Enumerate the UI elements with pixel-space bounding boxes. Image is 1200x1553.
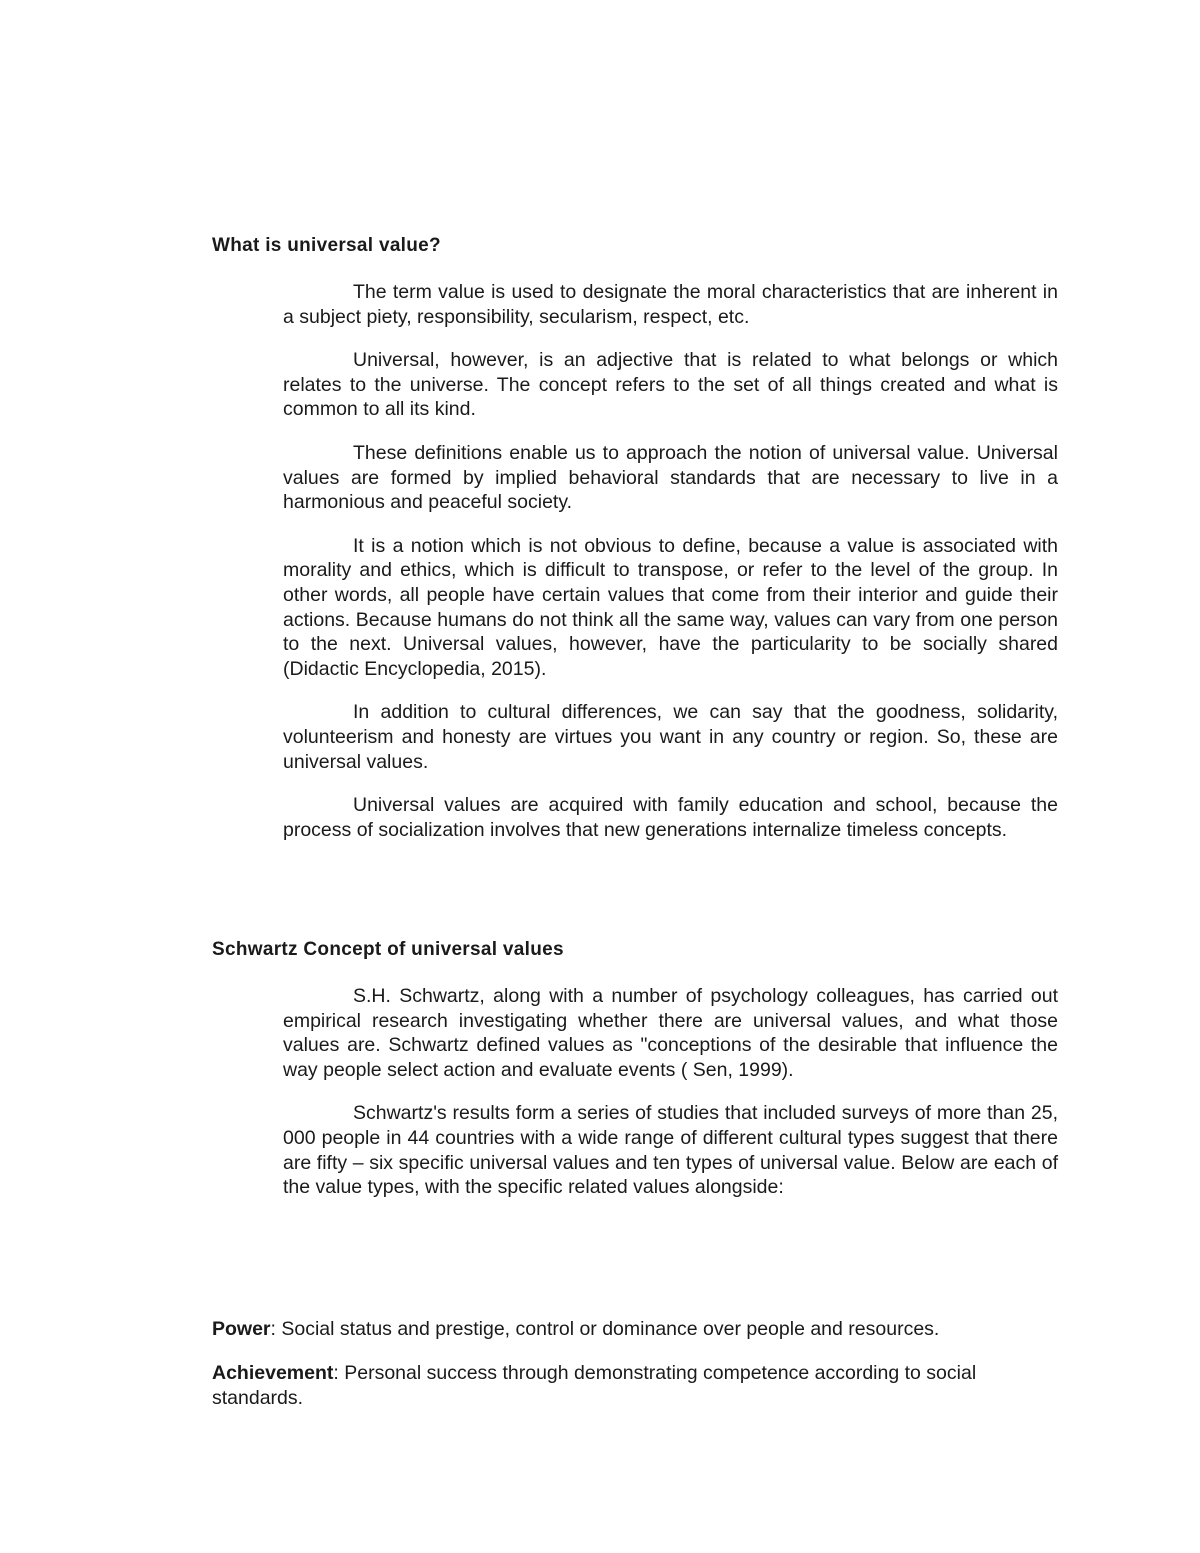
value-type-definition: : Social status and prestige, control or dominance over people and resources. xyxy=(270,1318,940,1340)
heading-universal-value: What is universal value? xyxy=(212,235,441,256)
section-universal-value-body xyxy=(283,280,1058,861)
value-type-definition: : Personal success through demonstrating competence according to social standards. xyxy=(212,1362,977,1409)
value-type-power xyxy=(212,1317,1058,1342)
value-type-achievement xyxy=(212,1361,1058,1410)
paragraph-universal-adjective: Universal, however, is an adjective that is related to what belongs or which relates to the universe. The concept refers to the set of all things created and what is common to all its kind. xyxy=(283,349,1058,421)
section-schwartz-body xyxy=(283,984,1058,1219)
paragraph-term-value: The term value is used to designate the moral characteristics that are inherent in a subject piety, responsibility, secularism, respect, etc. xyxy=(283,281,1058,328)
value-type-term: Power xyxy=(212,1318,271,1340)
heading-schwartz-concept: Schwartz Concept of universal values xyxy=(212,939,564,960)
value-type-term: Achievement xyxy=(212,1362,334,1384)
paragraph-cultural-differences: In addition to cultural differences, we can say that the goodness, solidarity, volunteerism and honesty are virtues you want in any country or region. So, these are universal values. xyxy=(283,701,1058,773)
paragraph-acquired-values: Universal values are acquired with family education and school, because the process of socialization involves that new generations internalize timeless concepts. xyxy=(283,794,1058,841)
paragraph-definitions: These definitions enable us to approach the notion of universal value. Universal values are formed by implied behavioral standards that are necessary to live in a harmonious and peaceful society. xyxy=(283,441,1058,514)
paragraph-schwartz-results: Schwartz's results form a series of studies that included surveys of more than 25, 000 people in 44 countries with a wide range of different cultural types suggest that there are fifty – six specific universal values and ten types of universal value. Below are each of the value types, with the specific related values alongside: xyxy=(283,1102,1058,1199)
paragraph-notion: It is a notion which is not obvious to define, because a value is associated with morality and ethics, which is difficult to transpose, or refer to the level of the group. In other words, all people have certain values that come from their interior and guide their actions. Because humans do not think all the same way, values can vary from one person to the next. Universal values, however, have the particularity to be socially shared (Didactic Encyclopedia, 2015). xyxy=(283,534,1058,680)
paragraph-schwartz-research: S.H. Schwartz, along with a number of psychology colleagues, has carried out empirical research investigating whether there are universal values, and what those values are. Schwartz defined values as "conceptions of the desirable that influence the way people select action and evaluate events ( Sen, 1999). xyxy=(283,985,1058,1081)
